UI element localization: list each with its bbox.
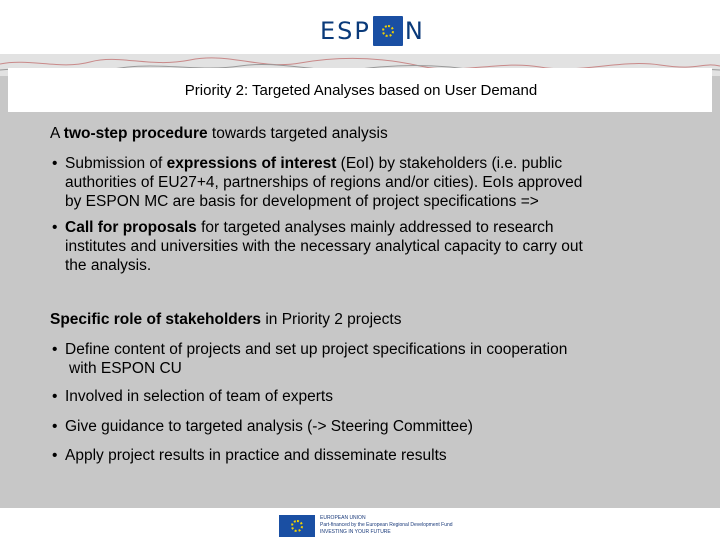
slide-title-box xyxy=(8,68,712,112)
logo-text-left: ESP xyxy=(320,17,371,45)
bullet-text-line: (EoI) by stakeholders (i.e. public xyxy=(336,155,563,172)
bullet-text-line: with ESPON CU xyxy=(69,360,182,377)
section2-intro-post: in Priority 2 projects xyxy=(261,311,402,328)
bullet-dot: • xyxy=(52,388,58,405)
section2-bullet-3 xyxy=(52,417,705,436)
slide-title: Priority 2: Targeted Analyses based on User Demand xyxy=(184,81,538,99)
eu-flag-icon xyxy=(373,16,403,46)
eu-funding-text xyxy=(320,515,460,536)
bullet-text-bold: Call for proposals xyxy=(65,219,197,236)
bullet-text-pre: Submission of xyxy=(65,155,167,172)
section1-bullet-1 xyxy=(52,154,705,211)
bullet-text-line: Involved in selection of team of experts xyxy=(65,388,333,405)
bullet-text-line: Apply project results in practice and disseminate results xyxy=(65,447,447,464)
eu-text-line: INVESTING IN YOUR FUTURE xyxy=(320,529,391,535)
section1-bullet-2 xyxy=(52,218,705,275)
header xyxy=(0,0,720,62)
logo-text-right: N xyxy=(404,17,425,45)
bullet-text-line: Define content of projects and set up project specifications in cooperation xyxy=(65,341,568,358)
section2-intro xyxy=(50,310,401,329)
bullet-text-line: the analysis. xyxy=(65,257,152,274)
section2-bullet-2 xyxy=(52,387,705,406)
section1-intro-post: towards targeted analysis xyxy=(207,125,388,142)
section2-bullet-4 xyxy=(52,446,705,465)
bullet-dot: • xyxy=(52,447,58,464)
bullet-dot: • xyxy=(52,219,58,236)
bullet-text-line: authorities of EU27+4, partnerships of regions and/or cities). EoIs approved xyxy=(65,174,583,191)
eu-text-line: EUROPEAN UNION xyxy=(320,515,366,521)
bullet-text-bold: expressions of interest xyxy=(166,155,337,172)
bullet-dot: • xyxy=(52,155,58,172)
espon-logo xyxy=(320,14,425,48)
section2-intro-bold: Specific role of stakeholders xyxy=(50,311,262,328)
bullet-text-line: by ESPON MC are basis for development of project specifications => xyxy=(65,193,539,210)
section1-intro-pre: A xyxy=(50,125,64,142)
bullet-text-line: Give guidance to targeted analysis (-> Steering Committee) xyxy=(65,418,473,435)
section2-bullet-1 xyxy=(52,340,705,378)
eu-flag-icon xyxy=(279,515,315,537)
bullet-text-line: institutes and universities with the necessary analytical capacity to carry out xyxy=(65,238,583,255)
bullet-dot: • xyxy=(52,341,58,358)
eu-text-line: Part-financed by the European Regional Development Fund xyxy=(320,522,453,528)
bullet-text-line: for targeted analyses mainly addressed to research xyxy=(196,219,554,236)
bullet-dot: • xyxy=(52,418,58,435)
section1-intro xyxy=(50,124,388,143)
section1-intro-bold: two-step procedure xyxy=(63,125,208,142)
